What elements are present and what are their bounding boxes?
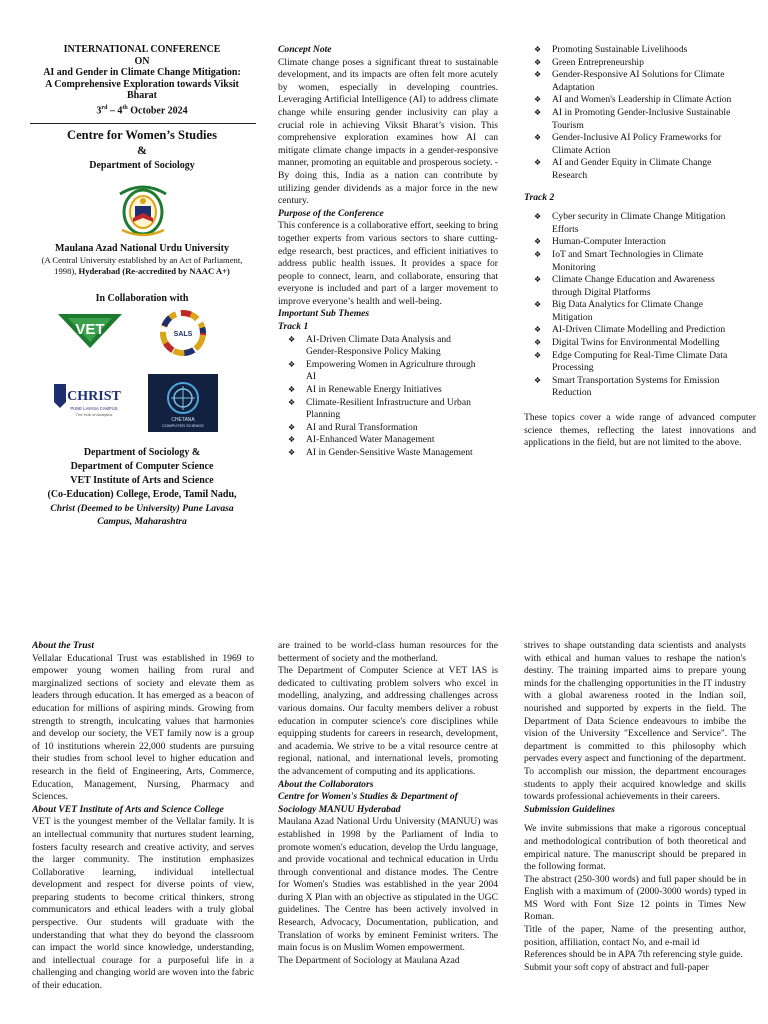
collab-line-3: VET Institute of Arts and Science [70,475,214,486]
list-item: ❖ Cyber security in Climate Change Mitigation Efforts [524,211,736,236]
track2-list [524,211,756,400]
list-item: ❖ IoT and Smart Technologies in Climate Monitoring [524,249,736,274]
dept-sociology: Department of Sociology [89,160,195,171]
conf-dates: 3rd – 4th October 2024 [96,104,188,116]
university-name: Maulana Azad National Urdu University [55,243,229,254]
vet-logo-text: VET [75,321,105,338]
concept-body: Climate change poses a significant threat to sustainable development, and its impacts are often felt more acutely by women, especially in developing countries. Leveraging Artificial Intelligence (AI) to address climate change while ensuring gender inclusivity can play a crucial role in achieving Viksit Bharat’s vision. This comprehensive exploration examines how AI can mitigate climate change impacts in a gender-responsive manner, promoting an equitable and prosperous society. - By doing this, India as a nation can contribute by utilizing gender dividends as a major force in the new century. [278,56,498,207]
br-para-1: strives to shape outstanding data scientists and analysts with ethical and human values to reshape the nation's destiny. The training imparted aims to prepare young minds for the challenging opportunities in the IT industry with a global awareness rooted in the Indian soil, nourished and supported by experts in the field. The Department of Data Science endeavours to imbibe the vision of the University "Excellence and Service". The department is committed to this philosophy which pervades every aspect and functioning of the department. To accomplish our mission, the department encourages students to apply their acquired knowledge and skills towards professional achievements in their careers. [524,640,746,803]
chetana-logo-text: CHETANA [171,417,195,423]
list-item: ❖ Green Entrepreneurship [524,57,736,70]
conf-title-2: ON [134,55,150,67]
collab-institutions [28,446,256,528]
concept-heading: Concept Note [278,44,332,55]
list-item: ❖ Promoting Sustainable Livelihoods [524,44,736,57]
list-item: ❖ AI in Gender-Sensitive Waste Management [278,447,484,460]
bm-para-1: are trained to be world-class human resources for the betterment of society and the motherland. [278,640,498,664]
vet-heading: About VET Institute of Arts and Science College [32,803,224,815]
list-item: ❖ Smart Transportation Systems for Emission Reduction [524,375,736,400]
list-item: ❖ Big Data Analytics for Climate Change Mitigation [524,299,736,324]
bm-para-4: The Department of Sociology at Maulana Azad [278,954,460,966]
list-item: ❖ AI in Renewable Energy Initiatives [278,384,484,397]
bm-para-3: Maulana Azad National Urdu University (MANUU) was established in 1998 by the Parliament of India to promote women's education, develop the Urdu language, and provide vocational and technical education in Urdu through conventional and distance modes. The Centre for Women's Studies was established in the year 2004 during X Plan with an objective as stipulated in the UGC guidelines. The Centre has been actively involved in Research, Advocacy, Documentation, publication, and Translation of works by eminent Feminist writers. The main focus is on Muslim Women empowerment. [278,816,498,954]
collaborators-column [278,640,498,1024]
track1-continued-list [524,44,756,183]
centre-name: Centre for Women’s Studies [67,128,217,142]
list-item: ❖ Edge Computing for Real-Time Climate Data Processing [524,350,736,375]
bm-para-2: The Department of Computer Science at VET IAS is dedicated to cultivating problem solvers who excel in modelling, analyzing, and addressing challenges across various domains. Our faculty members deliver a robust education in computer science's core disciplines while equipping students for careers in research, development, and academia. We strive to be a vital resource centre at regional, national, and international levels, promoting the advancement of computing and its applications. [278,665,498,777]
christ-logo-sub1: PUNE LAVASA CAMPUS [70,406,118,411]
list-item: ❖ AI-Driven Climate Data Analysis and Gender-Responsive Policy Making [278,334,484,359]
submission-heading: Submission Guidelines [524,803,615,815]
list-item: ❖ Gender-Responsive AI Solutions for Climate Adaptation [524,69,736,94]
list-item: ❖ Climate Change Education and Awareness through Digital Platforms [524,274,736,299]
list-item: ❖ Digital Twins for Environmental Modelling [524,337,736,350]
subthemes-heading: Important Sub Themes [278,308,370,320]
christ-line-2: Campus, Maharashtra [97,516,187,527]
sals-logo [150,310,216,356]
university-year: 1998), [54,266,77,276]
collab-line-2: Department of Computer Science [70,461,214,472]
vet-body: VET is the youngest member of the Vellalar family. It is an intellectual community that nurtures student learning, fosters faculty research and creative activity, and serves the larger community. The institution emphasizes Collaborative learning, individual intellectual development and respect for diverse points of view, preparing students to become critical thinkers, strong communicators and ethical leaders with a truly global perspective. Our students will graduate with the understanding that what they do beyond the classroom can impact the world since knowledge, understanding, and intellectual courage for a purposeful life in a challenging and changing world are woven into the fabric of their education. [32,816,254,992]
list-item: ❖ Empowering Women in Agriculture through AI [278,359,484,384]
trust-heading: About the Trust [32,640,95,651]
trust-body: Vellalar Educational Trust was established in 1969 to empower young women hailing from rural and marginalized sections of society and elevate them as leaders through education. It has emerged as a beacon of education for millions of aspiring minds. Growing from strength to strength, inculcating values that harmonies and develop our society, the VET family now is a group of 10 institutions wherein 22,000 students are pursuing their studies from school level to higher education and research in the field of Engineering, Arts, Commerce, Education, Management, Nursing, Pharmacy and Sciences. [32,652,254,803]
sals-logo-text: SALS [173,331,193,338]
br-para-6: Submit your soft copy of abstract and full-paper [524,961,709,973]
list-item: ❖ AI and Rural Transformation [278,422,484,435]
topics-paragraph: These topics cover a wide range of advanced computer science themes, reflecting the latest innovations and applications in the field, but are not limited to the above. [524,412,756,449]
list-item: ❖ AI in Promoting Gender-Inclusive Sustainable Tourism [524,107,736,132]
collab-line-4: (Co-Education) College, Erode, Tamil Nadu, [47,489,237,500]
list-item: ❖ AI-Enhanced Water Management [278,434,484,447]
track2-heading: Track 2 [524,191,555,203]
ampersand: & [137,143,147,157]
university-desc-2 [28,266,256,277]
vet-logo [54,310,126,352]
track1-list [278,334,498,460]
br-para-3: The abstract (250-300 words) and full paper should be in English with a maximum of (2000-3000 words) typed in MS Word with Font Size 12 points in Times New Roman. [524,873,746,923]
purpose-body: This conference is a collaborative effort, seeking to bring together experts from various sectors to share cutting-edge research, best practices, and efficient initiatives to address public health issues. It provides a space for people to connect, learn, and collaborate, ensuring that everyone is included and part of a larger movement to improve everyone’s health and well-being. [278,220,498,307]
university-block [28,243,256,277]
christ-logo-sub2: The Hub of Analytics [75,412,113,417]
conf-title-1: INTERNATIONAL CONFERENCE [63,44,221,55]
conf-title-5: Bharat [127,90,157,101]
christ-logo [52,378,122,426]
list-item: ❖ Climate-Resilient Infrastructure and Urban Planning [278,397,484,422]
br-para-4: Title of the paper, Name of the presenting author, position, affiliation, contact No, and e-mail id [524,924,746,948]
br-para-2: We invite submissions that make a rigorous conceptual and methodological contribution of both theoretical and empirical nature. The manuscript should be prepared in the following format. [524,823,746,873]
collab-line-1: Department of Sociology & [83,447,201,458]
chetana-logo [148,374,218,432]
header-block [28,44,256,117]
submission-column [524,640,768,1024]
track1-heading: Track 1 [278,321,309,333]
manuu-logo [116,182,170,240]
christ-logo-text: CHRIST [67,389,121,404]
chetana-logo-text-2: COMPUTER SCIENCE [162,423,204,428]
organizer-block [28,128,256,173]
university-desc-1: (A Central University established by an Act of Parliament, [41,255,243,265]
conf-title-4: A Comprehensive Exploration towards Viksit [45,78,239,90]
christ-line-1: Christ (Deemed to be University) Pune Lavasa [50,503,234,514]
cws-heading: Centre for Women's Studies & Department of Sociology MANUU Hyderabad [278,791,458,815]
br-para-5: References should be in APA 7th referencing style guide. [524,949,743,961]
trust-column [32,640,254,1024]
list-item: ❖ AI and Gender Equity in Climate Change Research [524,157,736,182]
list-item: ❖ Human-Computer Interaction [524,236,736,249]
collaborators-heading: About the Collaborators [278,778,374,790]
list-item: ❖ AI and Women's Leadership in Climate Action [524,94,736,107]
conf-title-3: AI and Gender in Climate Change Mitigation: [43,67,241,78]
concept-column [278,44,498,460]
university-accreditation: Hyderabad (Re-accredited by NAAC A+) [78,266,230,276]
tracks-column [524,44,768,514]
list-item: ❖ AI-Driven Climate Modelling and Prediction [524,324,736,337]
purpose-heading: Purpose of the Conference [278,207,384,219]
header-divider [30,123,256,124]
list-item: ❖ Gender-Inclusive AI Policy Frameworks for Climate Action [524,132,736,157]
collab-heading: In Collaboration with [95,293,189,304]
